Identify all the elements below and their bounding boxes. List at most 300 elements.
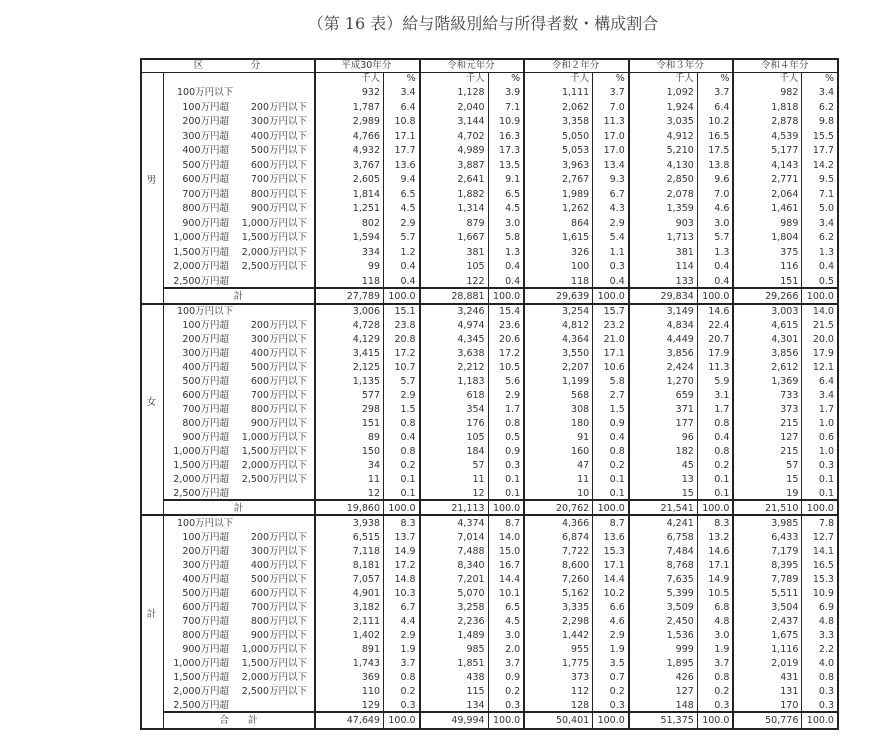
bracket-from: 500万円超	[182, 588, 229, 599]
bracket-from: 1,000万円超	[173, 658, 229, 669]
count-cell: 4,766	[352, 130, 380, 142]
bracket-to: 400万円以下	[250, 348, 307, 359]
count-cell: 3,415	[352, 348, 380, 359]
count-cell: 3,144	[457, 116, 485, 128]
percent-cell: 0.2	[400, 460, 416, 471]
count-cell: 5,399	[666, 588, 694, 599]
bracket-from: 1,000万円超	[173, 232, 229, 244]
total-count-cell: 19,860	[346, 502, 380, 514]
percent-cell: 3.1	[714, 390, 730, 401]
bracket-from: 900万円超	[182, 432, 229, 443]
count-cell: 1,314	[457, 203, 485, 215]
count-cell: 7,789	[771, 574, 799, 585]
percent-cell: 0.8	[505, 418, 521, 429]
bracket-to: 700万円以下	[250, 390, 307, 401]
year-column-rule	[732, 58, 734, 728]
percent-cell: 6.5	[505, 602, 521, 613]
count-cell: 2,437	[771, 616, 799, 627]
count-cell: 3,006	[352, 306, 380, 317]
count-cell: 334	[361, 246, 380, 258]
count-cell: 864	[571, 217, 590, 229]
count-cell: 7,118	[352, 546, 380, 557]
percent-cell: 0.4	[714, 275, 730, 287]
bracket-from: 700万円超	[182, 404, 229, 415]
count-cell: 1,675	[771, 630, 799, 641]
percent-cell: 21.5	[812, 320, 834, 331]
percent-cell: 10.5	[499, 362, 521, 373]
count-cell: 4,366	[561, 518, 590, 529]
count-cell: 11	[367, 474, 380, 485]
count-cell: 4,364	[561, 334, 590, 345]
count-cell: 985	[466, 644, 485, 655]
percent-cell: 10.1	[499, 588, 521, 599]
count-cell: 7,488	[457, 546, 485, 557]
percent-cell: 14.9	[708, 574, 730, 585]
percent-cell: 3.4	[818, 87, 834, 99]
count-cell: 8,600	[561, 560, 590, 571]
count-cell: 115	[466, 686, 485, 697]
percent-cell: 2.9	[505, 390, 521, 401]
count-cell: 4,974	[457, 320, 485, 331]
count-cell: 4,241	[666, 518, 694, 529]
bracket-to: 900万円以下	[250, 630, 307, 641]
bracket-from: 1,500万円超	[173, 672, 229, 683]
count-cell: 1,775	[561, 658, 590, 669]
percent-cell: 3.3	[818, 630, 834, 641]
percent-cell: 7.0	[714, 188, 730, 200]
percent-cell: 11.3	[603, 116, 625, 128]
percent-cell: 3.7	[609, 87, 625, 99]
count-cell: 2,019	[771, 658, 799, 669]
percent-cell: 16.5	[812, 560, 834, 571]
count-cell: 160	[571, 446, 590, 457]
percent-cell: 6.4	[400, 101, 416, 113]
percent-cell: 23.8	[394, 320, 416, 331]
total-rule	[163, 287, 837, 289]
count-cell: 184	[466, 446, 485, 457]
count-cell: 1,743	[352, 658, 380, 669]
percent-cell: 0.3	[400, 700, 416, 711]
percent-cell: 1.7	[818, 404, 834, 415]
count-cell: 127	[675, 686, 694, 697]
percent-cell: 2.9	[400, 630, 416, 641]
bracket-to: 700万円以下	[250, 174, 307, 186]
percent-cell: 16.5	[708, 130, 730, 142]
percent-cell: 0.8	[609, 446, 625, 457]
percent-cell: 0.4	[400, 261, 416, 273]
percent-cell: 0.4	[505, 261, 521, 273]
count-cell: 96	[681, 432, 694, 443]
percent-cell: 0.5	[505, 432, 521, 443]
percent-cell: 7.8	[818, 518, 834, 529]
count-cell: 57	[472, 460, 485, 471]
count-cell: 354	[466, 404, 485, 415]
count-cell: 11	[472, 474, 485, 485]
percent-cell: 6.7	[609, 188, 625, 200]
percent-cell: 4.8	[714, 616, 730, 627]
unit-split-rule	[383, 72, 384, 728]
count-cell: 2,641	[457, 174, 485, 186]
percent-cell: 13.7	[394, 532, 416, 543]
percent-cell: 22.4	[708, 320, 730, 331]
percent-cell: 0.4	[714, 432, 730, 443]
percent-cell: 4.6	[609, 616, 625, 627]
bracket-from: 2,500万円超	[173, 488, 229, 499]
count-cell: 2,767	[561, 174, 590, 186]
count-cell: 373	[571, 672, 590, 683]
count-cell: 3,504	[771, 602, 799, 613]
percent-cell: 3.4	[818, 390, 834, 401]
bracket-from: 600万円超	[182, 390, 229, 401]
count-cell: 2,450	[666, 616, 694, 627]
percent-cell: 10.7	[394, 362, 416, 373]
percent-cell: 4.5	[505, 616, 521, 627]
percent-cell: 14.0	[499, 532, 521, 543]
count-cell: 2,062	[561, 101, 590, 113]
count-cell: 116	[780, 261, 799, 273]
total-count-cell: 50,401	[555, 715, 590, 726]
bracket-from: 800万円超	[182, 203, 229, 215]
count-cell: 112	[571, 686, 590, 697]
total-row-label: 計	[233, 502, 244, 514]
bracket-to: 900万円以下	[250, 418, 307, 429]
count-cell: 1,251	[352, 203, 380, 215]
percent-cell: 0.1	[609, 488, 625, 499]
count-cell: 1,667	[457, 232, 485, 244]
percent-cell: 17.0	[603, 145, 625, 157]
total-percent-cell: 100.0	[806, 502, 834, 514]
percent-cell: 17.1	[394, 130, 416, 142]
count-cell: 381	[675, 246, 694, 258]
count-cell: 7,057	[352, 574, 380, 585]
total-percent-cell: 100.0	[492, 502, 521, 514]
count-cell: 1,135	[352, 376, 380, 387]
total-count-cell: 21,541	[660, 502, 694, 514]
count-cell: 1,359	[666, 203, 694, 215]
count-cell: 7,722	[561, 546, 590, 557]
count-cell: 10	[577, 488, 590, 499]
bracket-from: 500万円超	[182, 376, 229, 387]
bracket-to: 600万円以下	[250, 159, 307, 171]
percent-cell: 5.8	[505, 232, 521, 244]
percent-cell: 4.0	[818, 658, 834, 669]
count-cell: 371	[675, 404, 694, 415]
percent-cell: 7.1	[818, 188, 834, 200]
count-cell: 127	[780, 432, 799, 443]
section-label: 男	[146, 175, 157, 186]
count-cell: 5,162	[561, 588, 590, 599]
bracket-label: 100万円以下	[177, 518, 234, 529]
count-cell: 2,078	[666, 188, 694, 200]
count-cell: 1,128	[457, 87, 485, 99]
count-cell: 1,615	[561, 232, 590, 244]
count-cell: 3,985	[771, 518, 799, 529]
bracket-to: 600万円以下	[250, 588, 307, 599]
count-cell: 3,509	[666, 602, 694, 613]
percent-cell: 3.0	[505, 630, 521, 641]
percent-cell: 0.2	[609, 460, 625, 471]
total-percent-cell: 100.0	[388, 715, 416, 726]
count-cell: 2,212	[457, 362, 485, 373]
percent-cell: 0.6	[818, 432, 834, 443]
count-cell: 7,201	[457, 574, 485, 585]
percent-cell: 5.8	[609, 376, 625, 387]
count-cell: 5,511	[771, 588, 799, 599]
percent-cell: 21.0	[603, 334, 625, 345]
percent-cell: 14.6	[708, 546, 730, 557]
total-row-label: 計	[233, 291, 244, 302]
percent-cell: 3.0	[714, 630, 730, 641]
count-cell: 215	[780, 418, 799, 429]
count-cell: 6,515	[352, 532, 380, 543]
percent-cell: 0.4	[400, 432, 416, 443]
total-percent-cell: 100.0	[702, 291, 730, 302]
bracket-from: 100万円超	[182, 101, 229, 113]
percent-cell: 0.8	[714, 418, 730, 429]
header-year: 令和４年分	[760, 60, 809, 71]
percent-cell: 17.5	[708, 145, 730, 157]
count-cell: 4,301	[771, 334, 799, 345]
header-year: 令和元年分	[447, 60, 495, 71]
count-cell: 2,878	[771, 116, 799, 128]
percent-cell: 3.5	[609, 658, 625, 669]
bracket-to: 800万円以下	[250, 404, 307, 415]
count-cell: 3,258	[457, 602, 485, 613]
count-cell: 3,767	[352, 159, 380, 171]
count-cell: 3,035	[666, 116, 694, 128]
percent-cell: 6.4	[818, 376, 834, 387]
count-cell: 2,605	[352, 174, 380, 186]
count-cell: 1,989	[561, 188, 590, 200]
percent-cell: 2.9	[400, 390, 416, 401]
percent-cell: 14.8	[394, 574, 416, 585]
percent-cell: 17.3	[499, 145, 521, 157]
count-cell: 177	[675, 418, 694, 429]
bracket-from: 2,000万円超	[173, 261, 229, 273]
count-cell: 733	[780, 390, 799, 401]
percent-cell: 3.9	[505, 87, 521, 99]
percent-cell: 17.1	[603, 560, 625, 571]
percent-cell: 1.7	[714, 404, 730, 415]
percent-cell: 5.6	[505, 376, 521, 387]
count-cell: 1,594	[352, 232, 380, 244]
count-cell: 4,374	[457, 518, 485, 529]
percent-cell: 15.1	[394, 306, 416, 317]
count-cell: 91	[577, 432, 590, 443]
percent-cell: 20.7	[708, 334, 730, 345]
count-cell: 2,612	[771, 362, 799, 373]
unit-thousand-persons: 千人	[779, 73, 799, 84]
count-cell: 180	[571, 418, 590, 429]
percent-cell: 10.9	[812, 588, 834, 599]
count-cell: 308	[571, 404, 590, 415]
bracket-from: 400万円超	[182, 574, 229, 585]
percent-cell: 17.9	[812, 348, 834, 359]
count-cell: 47	[577, 460, 590, 471]
percent-cell: 15.0	[499, 546, 521, 557]
count-cell: 4,129	[352, 334, 380, 345]
count-cell: 11	[577, 474, 590, 485]
count-cell: 369	[361, 672, 380, 683]
count-cell: 3,358	[561, 116, 590, 128]
total-percent-cell: 100.0	[806, 291, 834, 302]
unit-thousand-persons: 千人	[465, 73, 485, 84]
percent-cell: 6.8	[714, 602, 730, 613]
percent-cell: 14.2	[812, 159, 834, 171]
percent-cell: 1.2	[400, 246, 416, 258]
count-cell: 105	[466, 432, 485, 443]
total-count-cell: 51,375	[660, 715, 694, 726]
percent-cell: 3.7	[400, 658, 416, 669]
bracket-to: 2,500万円以下	[241, 686, 307, 697]
percent-cell: 14.4	[499, 574, 521, 585]
percent-cell: 6.2	[818, 232, 834, 244]
percent-cell: 0.9	[609, 418, 625, 429]
percent-cell: 0.2	[505, 686, 521, 697]
total-count-cell: 21,510	[765, 502, 799, 514]
bracket-to: 1,500万円以下	[241, 232, 307, 244]
count-cell: 2,064	[771, 188, 799, 200]
count-cell: 2,298	[561, 616, 590, 627]
percent-cell: 10.2	[708, 116, 730, 128]
percent-cell: 0.3	[609, 700, 625, 711]
bracket-to: 1,000万円以下	[241, 644, 307, 655]
total-rule	[163, 499, 837, 501]
count-cell: 1,713	[666, 232, 694, 244]
percent-cell: 0.7	[609, 672, 625, 683]
count-cell: 5,177	[771, 145, 799, 157]
count-cell: 128	[571, 700, 590, 711]
percent-cell: 8.7	[505, 518, 521, 529]
percent-cell: 9.3	[609, 174, 625, 186]
percent-cell: 3.7	[714, 87, 730, 99]
count-cell: 13	[681, 474, 694, 485]
count-cell: 1,262	[561, 203, 590, 215]
percent-cell: 17.7	[812, 145, 834, 157]
percent-cell: 0.1	[609, 474, 625, 485]
unit-split-rule	[592, 72, 593, 728]
count-cell: 1,461	[771, 203, 799, 215]
bracket-to: 800万円以下	[250, 188, 307, 200]
percent-cell: 5.7	[400, 232, 416, 244]
bracket-to: 200万円以下	[250, 532, 307, 543]
percent-cell: 6.6	[609, 602, 625, 613]
total-percent-cell: 100.0	[388, 291, 416, 302]
year-column-rule	[419, 58, 421, 728]
bracket-from: 1,500万円超	[173, 246, 229, 258]
percent-cell: 1.9	[609, 644, 625, 655]
bracket-label: 100万円以下	[177, 87, 234, 99]
count-cell: 903	[675, 217, 694, 229]
count-cell: 4,932	[352, 145, 380, 157]
percent-cell: 1.3	[818, 246, 834, 258]
percent-cell: 1.5	[609, 404, 625, 415]
percent-cell: 23.6	[499, 320, 521, 331]
percent-cell: 3.7	[505, 658, 521, 669]
percent-cell: 20.8	[394, 334, 416, 345]
count-cell: 1,895	[666, 658, 694, 669]
bracket-from: 2,500万円超	[173, 275, 229, 287]
percent-cell: 10.2	[603, 588, 625, 599]
percent-cell: 3.0	[714, 217, 730, 229]
percent-cell: 23.2	[603, 320, 625, 331]
total-percent-cell: 100.0	[597, 291, 625, 302]
count-cell: 1,111	[561, 87, 590, 99]
count-cell: 122	[466, 275, 485, 287]
percent-cell: 0.3	[818, 700, 834, 711]
count-cell: 7,635	[666, 574, 694, 585]
percent-cell: 0.2	[714, 460, 730, 471]
count-cell: 134	[466, 700, 485, 711]
count-cell: 151	[361, 418, 380, 429]
count-cell: 19	[786, 488, 799, 499]
percent-cell: 16.3	[499, 130, 521, 142]
percent-cell: 1.7	[505, 404, 521, 415]
count-cell: 999	[675, 644, 694, 655]
total-count-cell: 29,834	[660, 291, 694, 302]
count-cell: 1,489	[457, 630, 485, 641]
percent-cell: 5.9	[714, 376, 730, 387]
header-category: 区 分	[193, 60, 261, 71]
count-cell: 1,787	[352, 101, 380, 113]
percent-cell: 0.3	[818, 686, 834, 697]
percent-cell: 17.1	[708, 560, 730, 571]
count-cell: 2,111	[352, 616, 380, 627]
percent-cell: 0.1	[818, 474, 834, 485]
count-cell: 1,270	[666, 376, 694, 387]
bracket-to: 1,000万円以下	[241, 217, 307, 229]
count-cell: 100	[571, 261, 590, 273]
bracket-label: 100万円以下	[177, 306, 234, 317]
percent-cell: 5.0	[818, 203, 834, 215]
percent-cell: 0.1	[400, 474, 416, 485]
count-cell: 4,989	[457, 145, 485, 157]
unit-percent: %	[824, 73, 834, 84]
year-column-rule	[628, 58, 630, 728]
percent-cell: 1.5	[400, 404, 416, 415]
count-cell: 4,539	[771, 130, 799, 142]
percent-cell: 0.3	[505, 700, 521, 711]
bracket-from: 800万円超	[182, 630, 229, 641]
bracket-to: 200万円以下	[250, 320, 307, 331]
percent-cell: 17.7	[394, 145, 416, 157]
count-cell: 3,856	[666, 348, 694, 359]
percent-cell: 4.5	[505, 203, 521, 215]
percent-cell: 6.7	[400, 602, 416, 613]
count-cell: 2,771	[771, 174, 799, 186]
percent-cell: 2.9	[400, 217, 416, 229]
total-percent-cell: 100.0	[597, 715, 625, 726]
percent-cell: 0.8	[400, 446, 416, 457]
percent-cell: 9.1	[505, 174, 521, 186]
count-cell: 110	[361, 686, 380, 697]
bracket-to: 1,000万円以下	[241, 432, 307, 443]
percent-cell: 4.5	[400, 203, 416, 215]
percent-cell: 13.8	[708, 159, 730, 171]
total-percent-cell: 100.0	[597, 502, 625, 514]
bracket-from: 800万円超	[182, 418, 229, 429]
count-cell: 802	[361, 217, 380, 229]
bracket-from: 400万円超	[182, 145, 229, 157]
count-cell: 1,851	[457, 658, 485, 669]
percent-cell: 0.2	[609, 686, 625, 697]
percent-cell: 1.1	[609, 246, 625, 258]
percent-cell: 0.4	[818, 261, 834, 273]
total-count-cell: 47,649	[346, 715, 380, 726]
percent-cell: 9.4	[400, 174, 416, 186]
count-cell: 326	[571, 246, 590, 258]
count-cell: 6,758	[666, 532, 694, 543]
